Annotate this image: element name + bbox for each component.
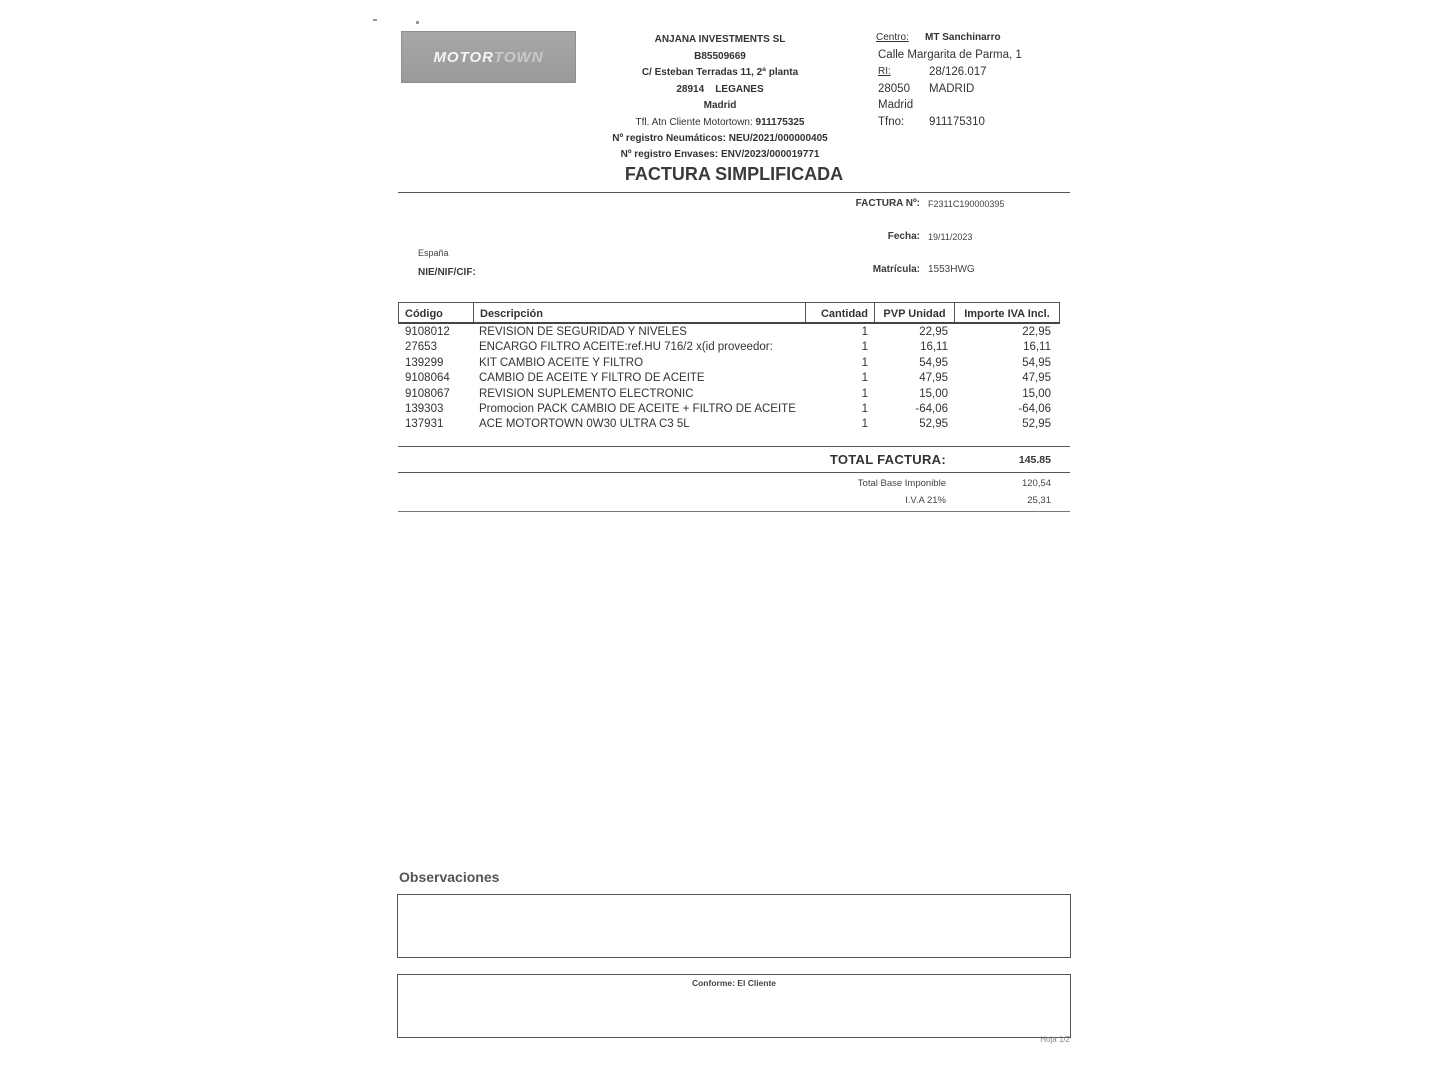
row-amount: 22,95 xyxy=(1022,326,1051,338)
page-number: Hoja 1/2 xyxy=(1040,1035,1070,1044)
row-quantity: 1 xyxy=(861,402,868,415)
header-descripcion: Descripción xyxy=(474,303,806,322)
totals-divider-mid xyxy=(398,472,1070,473)
row-unit-price: 47,95 xyxy=(919,372,948,385)
row-amount: 52,95 xyxy=(1022,418,1051,431)
company-postal-code: 28914 xyxy=(676,83,705,95)
row-code: 139303 xyxy=(405,402,444,415)
table-row xyxy=(398,372,1058,387)
total-label: TOTAL FACTURA: xyxy=(829,452,946,467)
title-divider xyxy=(398,192,1070,193)
row-description: KIT CAMBIO ACEITE Y FILTRO xyxy=(479,356,644,369)
centro-name: MT Sanchinarro xyxy=(925,32,1001,43)
scan-mark xyxy=(373,19,377,21)
row-amount: 47,95 xyxy=(1022,372,1051,385)
invoice-number-label: FACTURA Nº: xyxy=(855,198,920,209)
total-value: 145.85 xyxy=(1018,454,1051,466)
row-quantity: 1 xyxy=(861,372,868,385)
centro-label: Centro: xyxy=(876,32,909,43)
centro-city: MADRID xyxy=(929,83,975,95)
centro-phone: 911175310 xyxy=(929,116,985,128)
row-code: 9108012 xyxy=(405,326,450,338)
table-row xyxy=(398,418,1058,433)
row-unit-price: 22,95 xyxy=(919,326,948,338)
logo-text-town: TOWN xyxy=(494,48,544,66)
row-code: 9108067 xyxy=(405,387,450,400)
row-description: Promocion PACK CAMBIO DE ACEITE + FILTRO DE ACEITE xyxy=(479,402,796,415)
invoice-date-label: Fecha: xyxy=(887,231,920,242)
logo-text-motor: MOTOR xyxy=(433,48,494,66)
row-quantity: 1 xyxy=(861,418,868,431)
customer-nif-label: NIE/NIF/CIF: xyxy=(418,267,476,278)
table-row xyxy=(398,341,1058,356)
row-quantity: 1 xyxy=(861,356,868,369)
row-amount: -64,06 xyxy=(1018,402,1051,415)
row-description: CAMBIO DE ACEITE Y FILTRO DE ACEITE xyxy=(479,372,705,385)
observaciones-label: Observaciones xyxy=(399,869,500,885)
header-codigo: Código xyxy=(399,303,474,322)
plate-label: Matrícula: xyxy=(872,264,920,275)
company-city: LEGANES xyxy=(715,83,764,95)
row-description: REVISION DE SEGURIDAD Y NIVELES xyxy=(479,326,687,338)
row-unit-price: -64,06 xyxy=(915,402,948,415)
table-row xyxy=(398,357,1058,372)
company-phone: 911175325 xyxy=(755,116,805,128)
conforme-label: Conforme: El Cliente xyxy=(691,978,777,988)
invoice-date: 19/11/2023 xyxy=(928,232,973,242)
row-amount: 15,00 xyxy=(1022,387,1051,400)
company-reg-neumaticos: Nº registro Neumáticos: NEU/2021/000000405 xyxy=(612,132,828,144)
row-code: 139299 xyxy=(405,356,444,369)
plate-number: 1553HWG xyxy=(928,264,975,275)
row-unit-price: 16,11 xyxy=(920,341,948,354)
header-cantidad: Cantidad xyxy=(806,303,875,322)
items-table-header xyxy=(398,302,1060,324)
centro-province: Madrid xyxy=(878,99,914,111)
row-description: ACE MOTORTOWN 0W30 ULTRA C3 5L xyxy=(479,418,690,431)
invoice-number: F2311C190000395 xyxy=(928,199,1005,209)
row-unit-price: 52,95 xyxy=(919,418,948,431)
items-table-body xyxy=(398,326,1058,434)
iva-label: I.V.A 21% xyxy=(905,495,946,506)
scan-mark xyxy=(416,21,419,24)
centro-street: Calle Margarita de Parma, 1 xyxy=(878,49,1022,61)
table-row xyxy=(398,326,1058,341)
row-quantity: 1 xyxy=(861,387,868,400)
table-row xyxy=(398,403,1058,418)
document-title: FACTURA SIMPLIFICADA xyxy=(624,164,844,184)
row-amount: 16,11 xyxy=(1023,341,1051,354)
company-cif: B85509669 xyxy=(694,50,746,62)
table-row xyxy=(398,388,1058,403)
base-imponible-value: 120,54 xyxy=(1021,478,1051,489)
totals-divider-bottom xyxy=(398,511,1070,512)
totals-divider-top xyxy=(398,446,1070,447)
company-reg-envases: Nº registro Envases: ENV/2023/000019771 xyxy=(620,148,820,160)
row-description: REVISION SUPLEMENTO ELECTRONIC xyxy=(479,387,694,400)
row-quantity: 1 xyxy=(861,341,868,354)
row-quantity: 1 xyxy=(861,326,868,338)
company-province: Madrid xyxy=(703,100,737,112)
company-phone-label: Tfl. Atn Cliente Motortown: xyxy=(635,116,753,128)
centro-ri-label: RI: xyxy=(878,66,891,77)
centro-phone-label: Tfno: xyxy=(878,116,905,128)
customer-country: España xyxy=(418,248,449,258)
centro-ri-value: 28/126.017 xyxy=(929,66,987,78)
base-imponible-label: Total Base Imponible xyxy=(857,478,946,489)
row-code: 137931 xyxy=(405,418,444,431)
header-pvp-unidad: PVP Unidad xyxy=(875,303,955,322)
centro-postal-code: 28050 xyxy=(878,83,910,95)
observaciones-box xyxy=(397,894,1071,958)
company-city-line xyxy=(600,82,840,99)
motortown-logo xyxy=(401,31,576,83)
row-amount: 54,95 xyxy=(1022,356,1051,369)
row-unit-price: 54,95 xyxy=(919,356,948,369)
iva-value: 25,31 xyxy=(1027,495,1051,506)
header-importe: Importe IVA Incl. xyxy=(964,308,1050,320)
row-unit-price: 15,00 xyxy=(919,387,948,400)
company-phone-line xyxy=(600,115,840,132)
row-code: 9108064 xyxy=(405,372,450,385)
company-address: C/ Esteban Terradas 11, 2ª planta xyxy=(641,67,799,79)
company-name: ANJANA INVESTMENTS SL xyxy=(654,34,786,45)
row-code: 27653 xyxy=(405,341,437,354)
company-info xyxy=(600,32,840,164)
row-description: ENCARGO FILTRO ACEITE:ref.HU 716/2 x(id proveedor: xyxy=(479,341,773,354)
